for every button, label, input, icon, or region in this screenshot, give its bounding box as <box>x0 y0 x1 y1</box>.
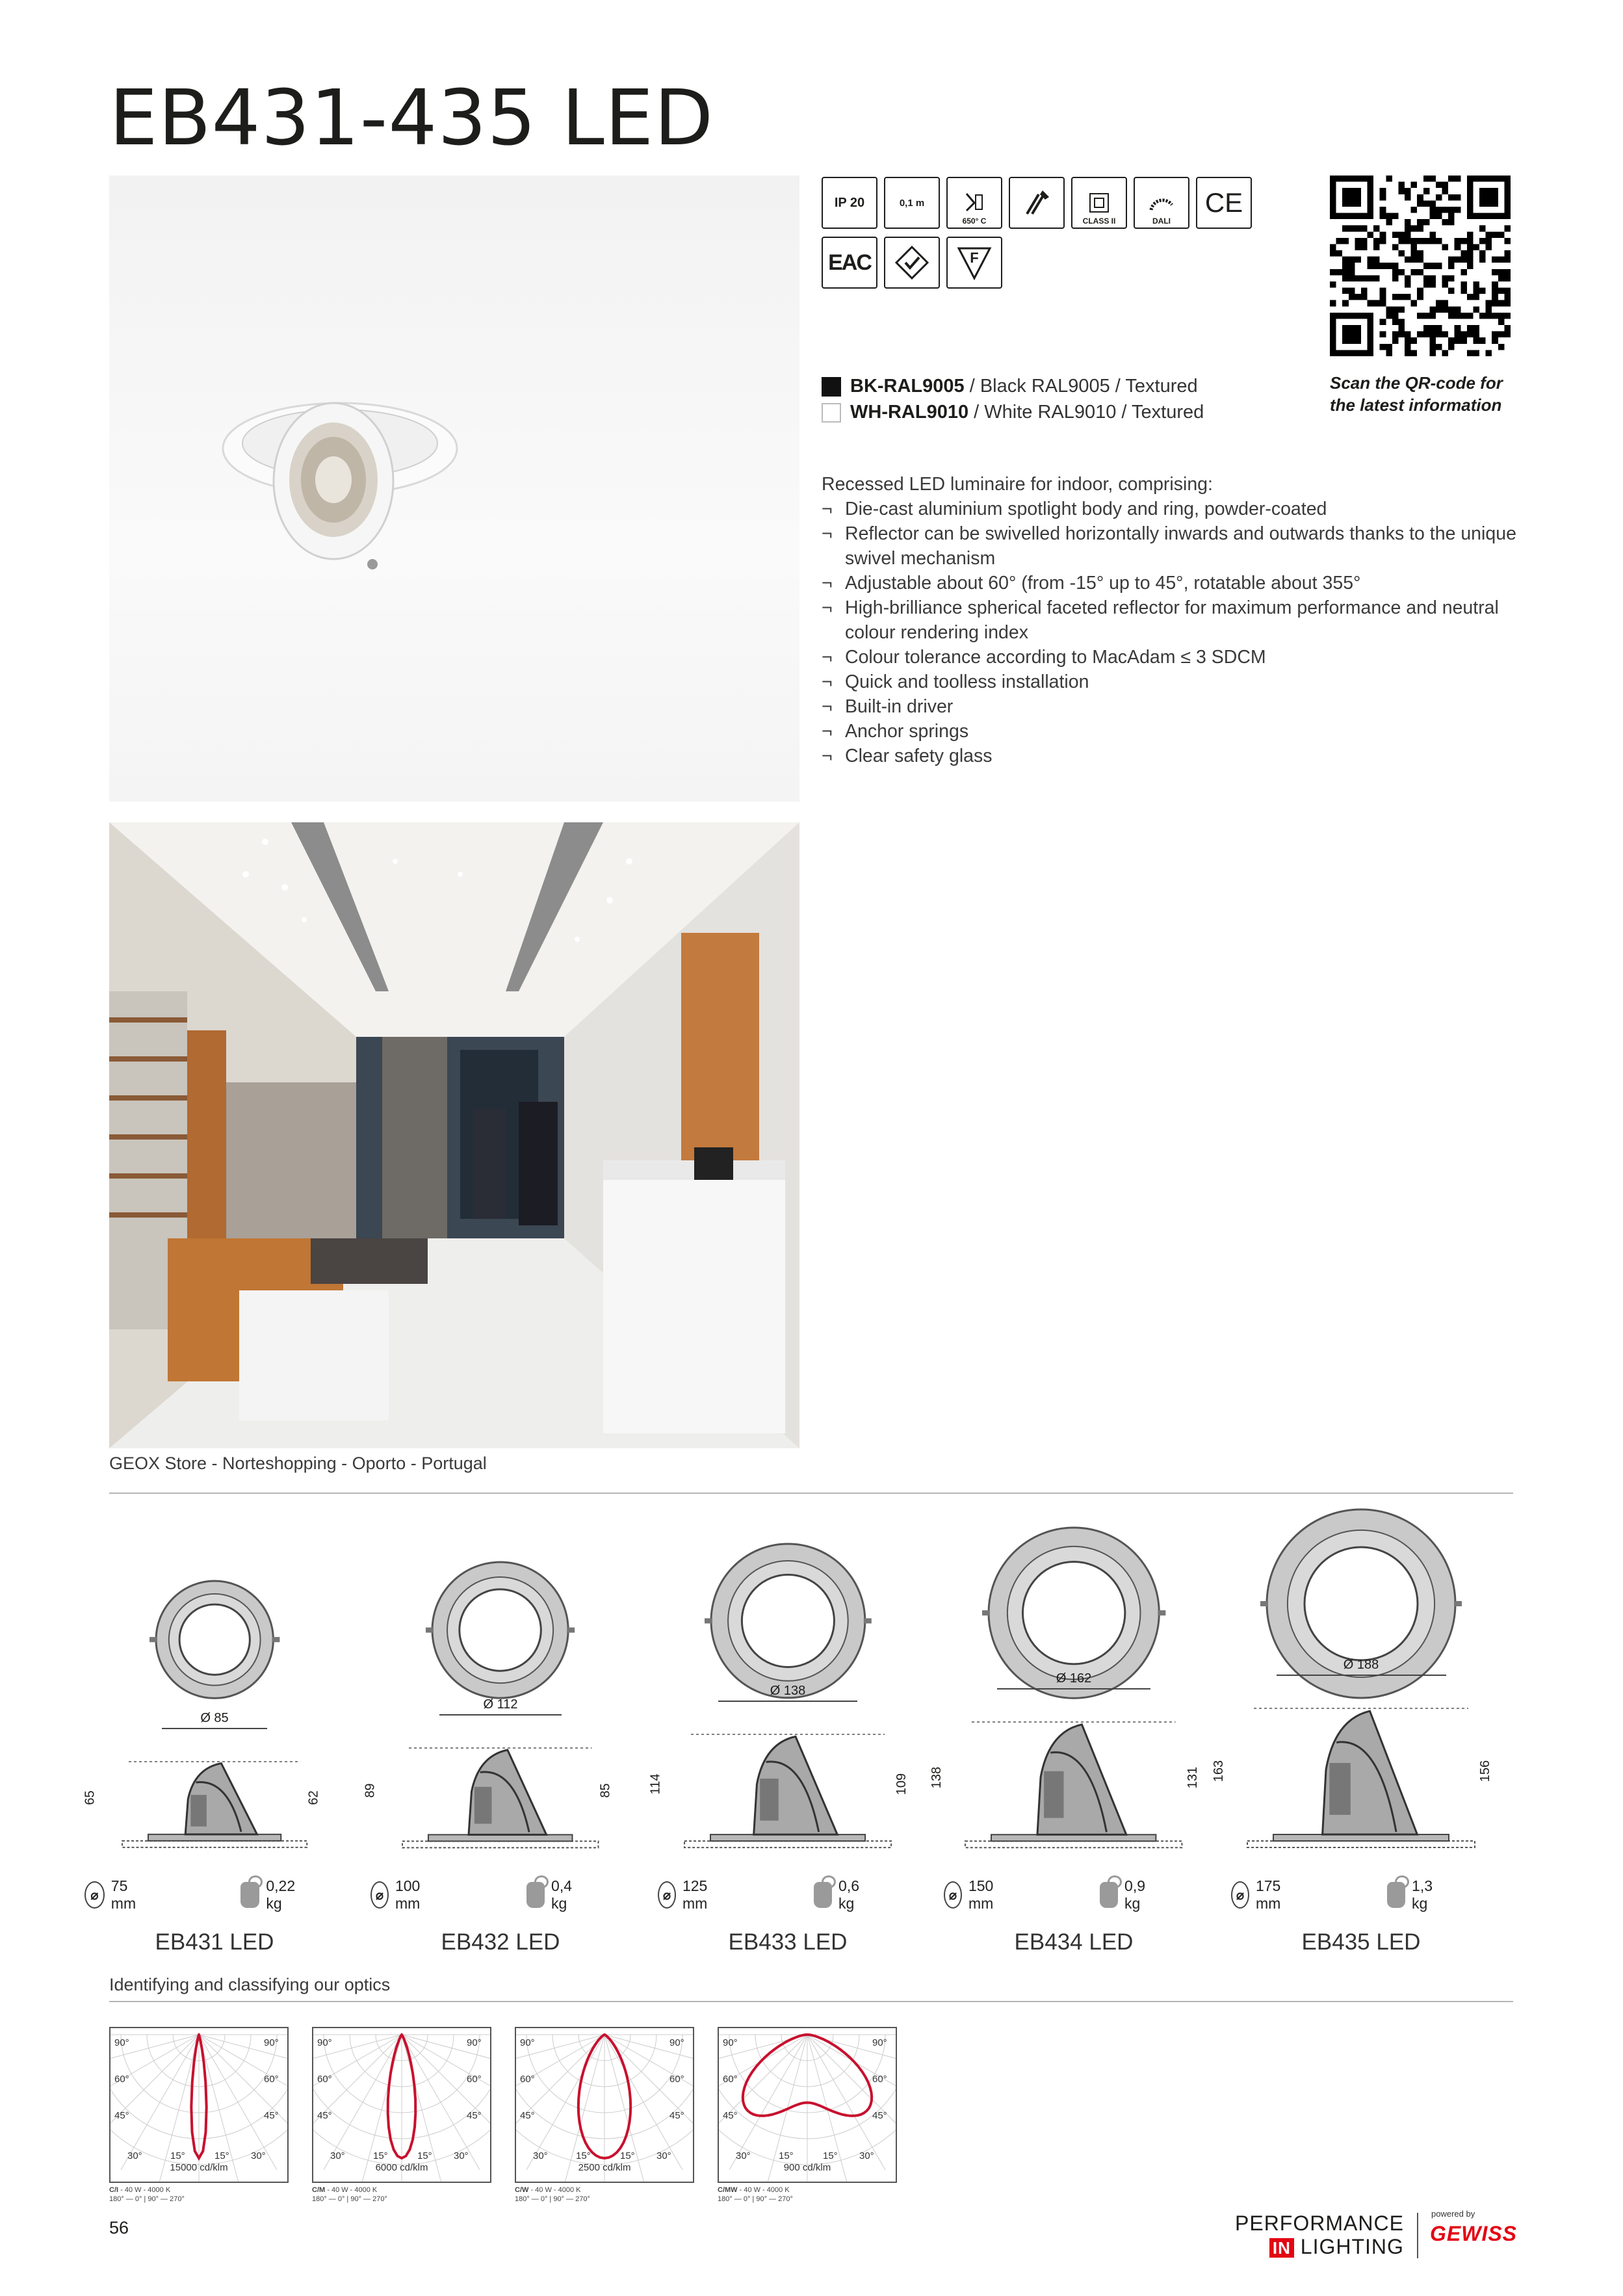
page-title: EB431-435 LED <box>109 73 714 163</box>
feature-list <box>822 497 1530 768</box>
height-label-right: 85 <box>598 1783 613 1798</box>
angle-label-90: 90° <box>114 2037 129 2048</box>
qr-note: Scan the QR-code for the latest information <box>1330 373 1503 415</box>
powered-by: powered by <box>1431 2209 1475 2219</box>
weight-spec <box>1100 1877 1153 1912</box>
brand-logo <box>1235 2211 1404 2260</box>
weight-icon <box>526 1882 545 1908</box>
angle-label-30: 30° <box>127 2150 142 2161</box>
optic-legend: 180° — 0° | 90° — 270° <box>109 2195 185 2203</box>
height-label-left: 89 <box>363 1783 378 1798</box>
polar-diagram-c-i <box>109 2027 289 2183</box>
description-intro: Recessed LED luminaire for indoor, comprising: <box>822 474 1213 495</box>
glow-wire-icon: 650° C <box>946 177 1002 229</box>
optic-meta <box>718 2185 793 2204</box>
model-name: EB431 LED <box>155 1929 274 1955</box>
side-view-drawing <box>1234 1682 1488 1858</box>
spotlight-illustration <box>109 176 799 802</box>
diameter-dimension-line <box>162 1728 267 1729</box>
feature-item: ¬ Die-cast aluminium spotlight body and ring, powder-coated <box>822 497 1530 521</box>
ip20-icon: IP 20 <box>822 177 877 229</box>
weight-value: 0,6 kg <box>838 1877 860 1912</box>
brand-in: IN <box>1269 2238 1294 2258</box>
angle-label-90: 90° <box>872 2037 887 2048</box>
divider <box>109 1493 1513 1494</box>
diameter-label: Ø 138 <box>770 1683 806 1698</box>
diameter-label: Ø 112 <box>483 1697 518 1712</box>
optic-meta <box>515 2185 590 2204</box>
top-view-drawing <box>701 1534 875 1708</box>
cutout-spec <box>1231 1877 1290 1912</box>
cutout-icon: ⌀ <box>84 1881 105 1909</box>
dali-icon: DALI <box>1134 177 1189 229</box>
certification-row-2 <box>822 237 1002 289</box>
optic-meta <box>312 2185 387 2204</box>
qr-code[interactable] <box>1330 176 1511 356</box>
height-label-left: 163 <box>1212 1760 1227 1782</box>
swatch-white <box>822 403 841 423</box>
angle-label-90: 90° <box>264 2037 279 2048</box>
diameter-dimension-line <box>439 1714 562 1715</box>
peak-intensity: 6000 cd/klm <box>375 2162 428 2173</box>
cutout-spec <box>84 1877 143 1912</box>
angle-label-15: 15° <box>620 2150 635 2161</box>
feature-item: ¬ High-brilliance spherical faceted reflector for maximum performance and neutral colour rendering index <box>822 595 1530 645</box>
photo-caption: GEOX Store - Norteshopping - Oporto - Portugal <box>109 1454 487 1473</box>
diameter-dimension-line <box>997 1688 1150 1689</box>
model-name: EB433 LED <box>728 1929 848 1955</box>
model-name: EB432 LED <box>441 1929 560 1955</box>
angle-label-60: 60° <box>317 2074 332 2085</box>
model-name: EB434 LED <box>1014 1929 1134 1955</box>
swatch-black <box>822 377 841 397</box>
optic-code: C/MW - 40 W - 4000 K <box>718 2186 790 2194</box>
top-view-drawing <box>146 1571 283 1708</box>
feature-item: ¬ Adjustable about 60° (from -15° up to 45°, rotatable about 355° <box>822 571 1530 595</box>
angle-label-15: 15° <box>214 2150 229 2161</box>
angle-label-45: 45° <box>264 2110 279 2121</box>
optic-code: C/W - 40 W - 4000 K <box>515 2186 581 2194</box>
feature-item: ¬ Colour tolerance according to MacAdam ≤ 3 SDCM <box>822 645 1530 670</box>
weight-value: 0,22 kg <box>266 1877 296 1912</box>
weight-icon <box>1100 1882 1118 1908</box>
angle-label-45: 45° <box>520 2110 535 2121</box>
brand-line-1: PERFORMANCE <box>1235 2211 1404 2235</box>
diameter-label: Ø 188 <box>1343 1658 1379 1672</box>
angle-label-15: 15° <box>823 2150 838 2161</box>
angle-label-45: 45° <box>872 2110 887 2121</box>
angle-label-60: 60° <box>264 2074 279 2085</box>
angle-label-90: 90° <box>520 2037 535 2048</box>
height-label-left: 65 <box>83 1790 97 1805</box>
weight-icon <box>240 1882 259 1908</box>
side-view-drawing <box>952 1696 1195 1858</box>
ce-icon: CE <box>1196 177 1252 229</box>
top-view-drawing <box>1257 1500 1465 1708</box>
angle-label-45: 45° <box>467 2110 482 2121</box>
feature-item: ¬ Reflector can be swivelled horizontally inwards and outwards thanks to the unique swivel mechanism <box>822 521 1530 571</box>
optics-heading: Identifying and classifying our optics <box>109 1975 391 1994</box>
model-name: EB435 LED <box>1301 1929 1421 1955</box>
optic-meta <box>109 2185 185 2204</box>
height-label-right: 131 <box>1185 1767 1200 1789</box>
class-ii-icon: CLASS II <box>1071 177 1127 229</box>
angle-label-15: 15° <box>576 2150 591 2161</box>
page-number: 56 <box>109 2218 129 2237</box>
cutout-spec <box>944 1877 1002 1912</box>
certification-row-1 <box>822 177 1252 229</box>
optic-code: C/I - 40 W - 4000 K <box>109 2186 171 2194</box>
angle-label-90: 90° <box>317 2037 332 2048</box>
angle-label-30: 30° <box>859 2150 874 2161</box>
cutout-icon: ⌀ <box>944 1881 962 1909</box>
angle-label-15: 15° <box>417 2150 432 2161</box>
finish-black: BK-RAL9005 / Black RAL9005 / Textured <box>822 376 1198 397</box>
side-view-drawing <box>671 1708 904 1858</box>
gewiss-logo: GEWISS <box>1430 2222 1518 2245</box>
angle-label-30: 30° <box>656 2150 671 2161</box>
angle-label-60: 60° <box>723 2074 738 2085</box>
angle-label-90: 90° <box>669 2037 684 2048</box>
feature-item: ¬ Quick and toolless installation <box>822 670 1530 694</box>
angle-label-60: 60° <box>467 2074 482 2085</box>
polar-diagram-c-w <box>515 2027 694 2183</box>
feature-item: ¬ Anchor springs <box>822 719 1530 744</box>
angle-label-45: 45° <box>317 2110 332 2121</box>
side-view-drawing <box>389 1722 611 1858</box>
store-photo <box>109 822 799 1448</box>
angle-label-45: 45° <box>114 2110 129 2121</box>
angle-label-15: 15° <box>779 2150 794 2161</box>
top-view-drawing <box>422 1552 578 1708</box>
cutout-spec <box>658 1877 716 1912</box>
angle-label-60: 60° <box>669 2074 684 2085</box>
side-view-drawing <box>109 1736 320 1858</box>
height-label-right: 156 <box>1478 1760 1493 1782</box>
eac-icon: EAC <box>822 237 877 289</box>
angle-label-30: 30° <box>330 2150 345 2161</box>
weight-spec <box>240 1877 302 1912</box>
diameter-dimension-line <box>1277 1675 1446 1676</box>
angle-label-45: 45° <box>723 2110 738 2121</box>
weight-icon <box>1387 1882 1405 1908</box>
height-label-right: 62 <box>306 1790 321 1805</box>
optic-legend: 180° — 0° | 90° — 270° <box>312 2195 387 2203</box>
weight-spec <box>814 1877 867 1912</box>
feature-item: ¬ Clear safety glass <box>822 744 1530 768</box>
tools-icon <box>1009 177 1065 229</box>
weight-value: 1,3 kg <box>1412 1877 1433 1912</box>
cutout-icon: ⌀ <box>658 1881 676 1909</box>
cutout-value: 175 mm <box>1255 1877 1281 1912</box>
cutout-icon: ⌀ <box>370 1881 389 1909</box>
optic-legend: 180° — 0° | 90° — 270° <box>718 2195 793 2203</box>
diameter-dimension-line <box>718 1701 857 1702</box>
product-description <box>822 472 1530 768</box>
angle-label-30: 30° <box>533 2150 548 2161</box>
height-label-left: 138 <box>929 1767 944 1789</box>
peak-intensity: 15000 cd/klm <box>170 2162 228 2173</box>
cutout-value: 100 mm <box>395 1877 421 1912</box>
height-label-right: 109 <box>894 1773 909 1795</box>
angle-label-15: 15° <box>170 2150 185 2161</box>
divider <box>109 2001 1513 2002</box>
weight-icon <box>814 1882 832 1908</box>
cutout-value: 150 mm <box>968 1877 994 1912</box>
angle-label-30: 30° <box>736 2150 751 2161</box>
angle-label-90: 90° <box>467 2037 482 2048</box>
angle-label-60: 60° <box>872 2074 887 2085</box>
f-mark-icon: F <box>946 237 1002 289</box>
diameter-label: Ø 85 <box>200 1711 229 1726</box>
weight-value: 0,9 kg <box>1124 1877 1146 1912</box>
brand-line-2: LIGHTING <box>1300 2235 1404 2258</box>
angle-label-15: 15° <box>373 2150 388 2161</box>
optic-legend: 180° — 0° | 90° — 270° <box>515 2195 590 2203</box>
angle-label-60: 60° <box>114 2074 129 2085</box>
angle-label-30: 30° <box>251 2150 266 2161</box>
cutout-value: 75 mm <box>110 1877 136 1912</box>
polar-diagram-c-m <box>312 2027 491 2183</box>
cutout-spec <box>370 1877 429 1912</box>
cutout-value: 125 mm <box>682 1877 708 1912</box>
distance-icon: 0,1 m <box>884 177 940 229</box>
feature-item: ¬ Built-in driver <box>822 694 1530 719</box>
finish-white: WH-RAL9010 / White RAL9010 / Textured <box>822 402 1204 423</box>
height-label-left: 114 <box>648 1773 663 1795</box>
footer-separator <box>1417 2213 1418 2258</box>
weight-spec <box>1387 1877 1440 1912</box>
weight-value: 0,4 kg <box>551 1877 573 1912</box>
weight-spec <box>526 1877 580 1912</box>
angle-label-45: 45° <box>669 2110 684 2121</box>
optic-code: C/M - 40 W - 4000 K <box>312 2186 378 2194</box>
product-image <box>109 176 799 802</box>
peak-intensity: 900 cd/klm <box>783 2162 831 2173</box>
angle-label-30: 30° <box>454 2150 469 2161</box>
rcm-icon <box>884 237 940 289</box>
peak-intensity: 2500 cd/klm <box>578 2162 631 2173</box>
angle-label-90: 90° <box>723 2037 738 2048</box>
cutout-icon: ⌀ <box>1231 1881 1249 1909</box>
polar-diagram-c-mw <box>718 2027 897 2183</box>
diameter-label: Ø 162 <box>1056 1671 1092 1686</box>
angle-label-60: 60° <box>520 2074 535 2085</box>
